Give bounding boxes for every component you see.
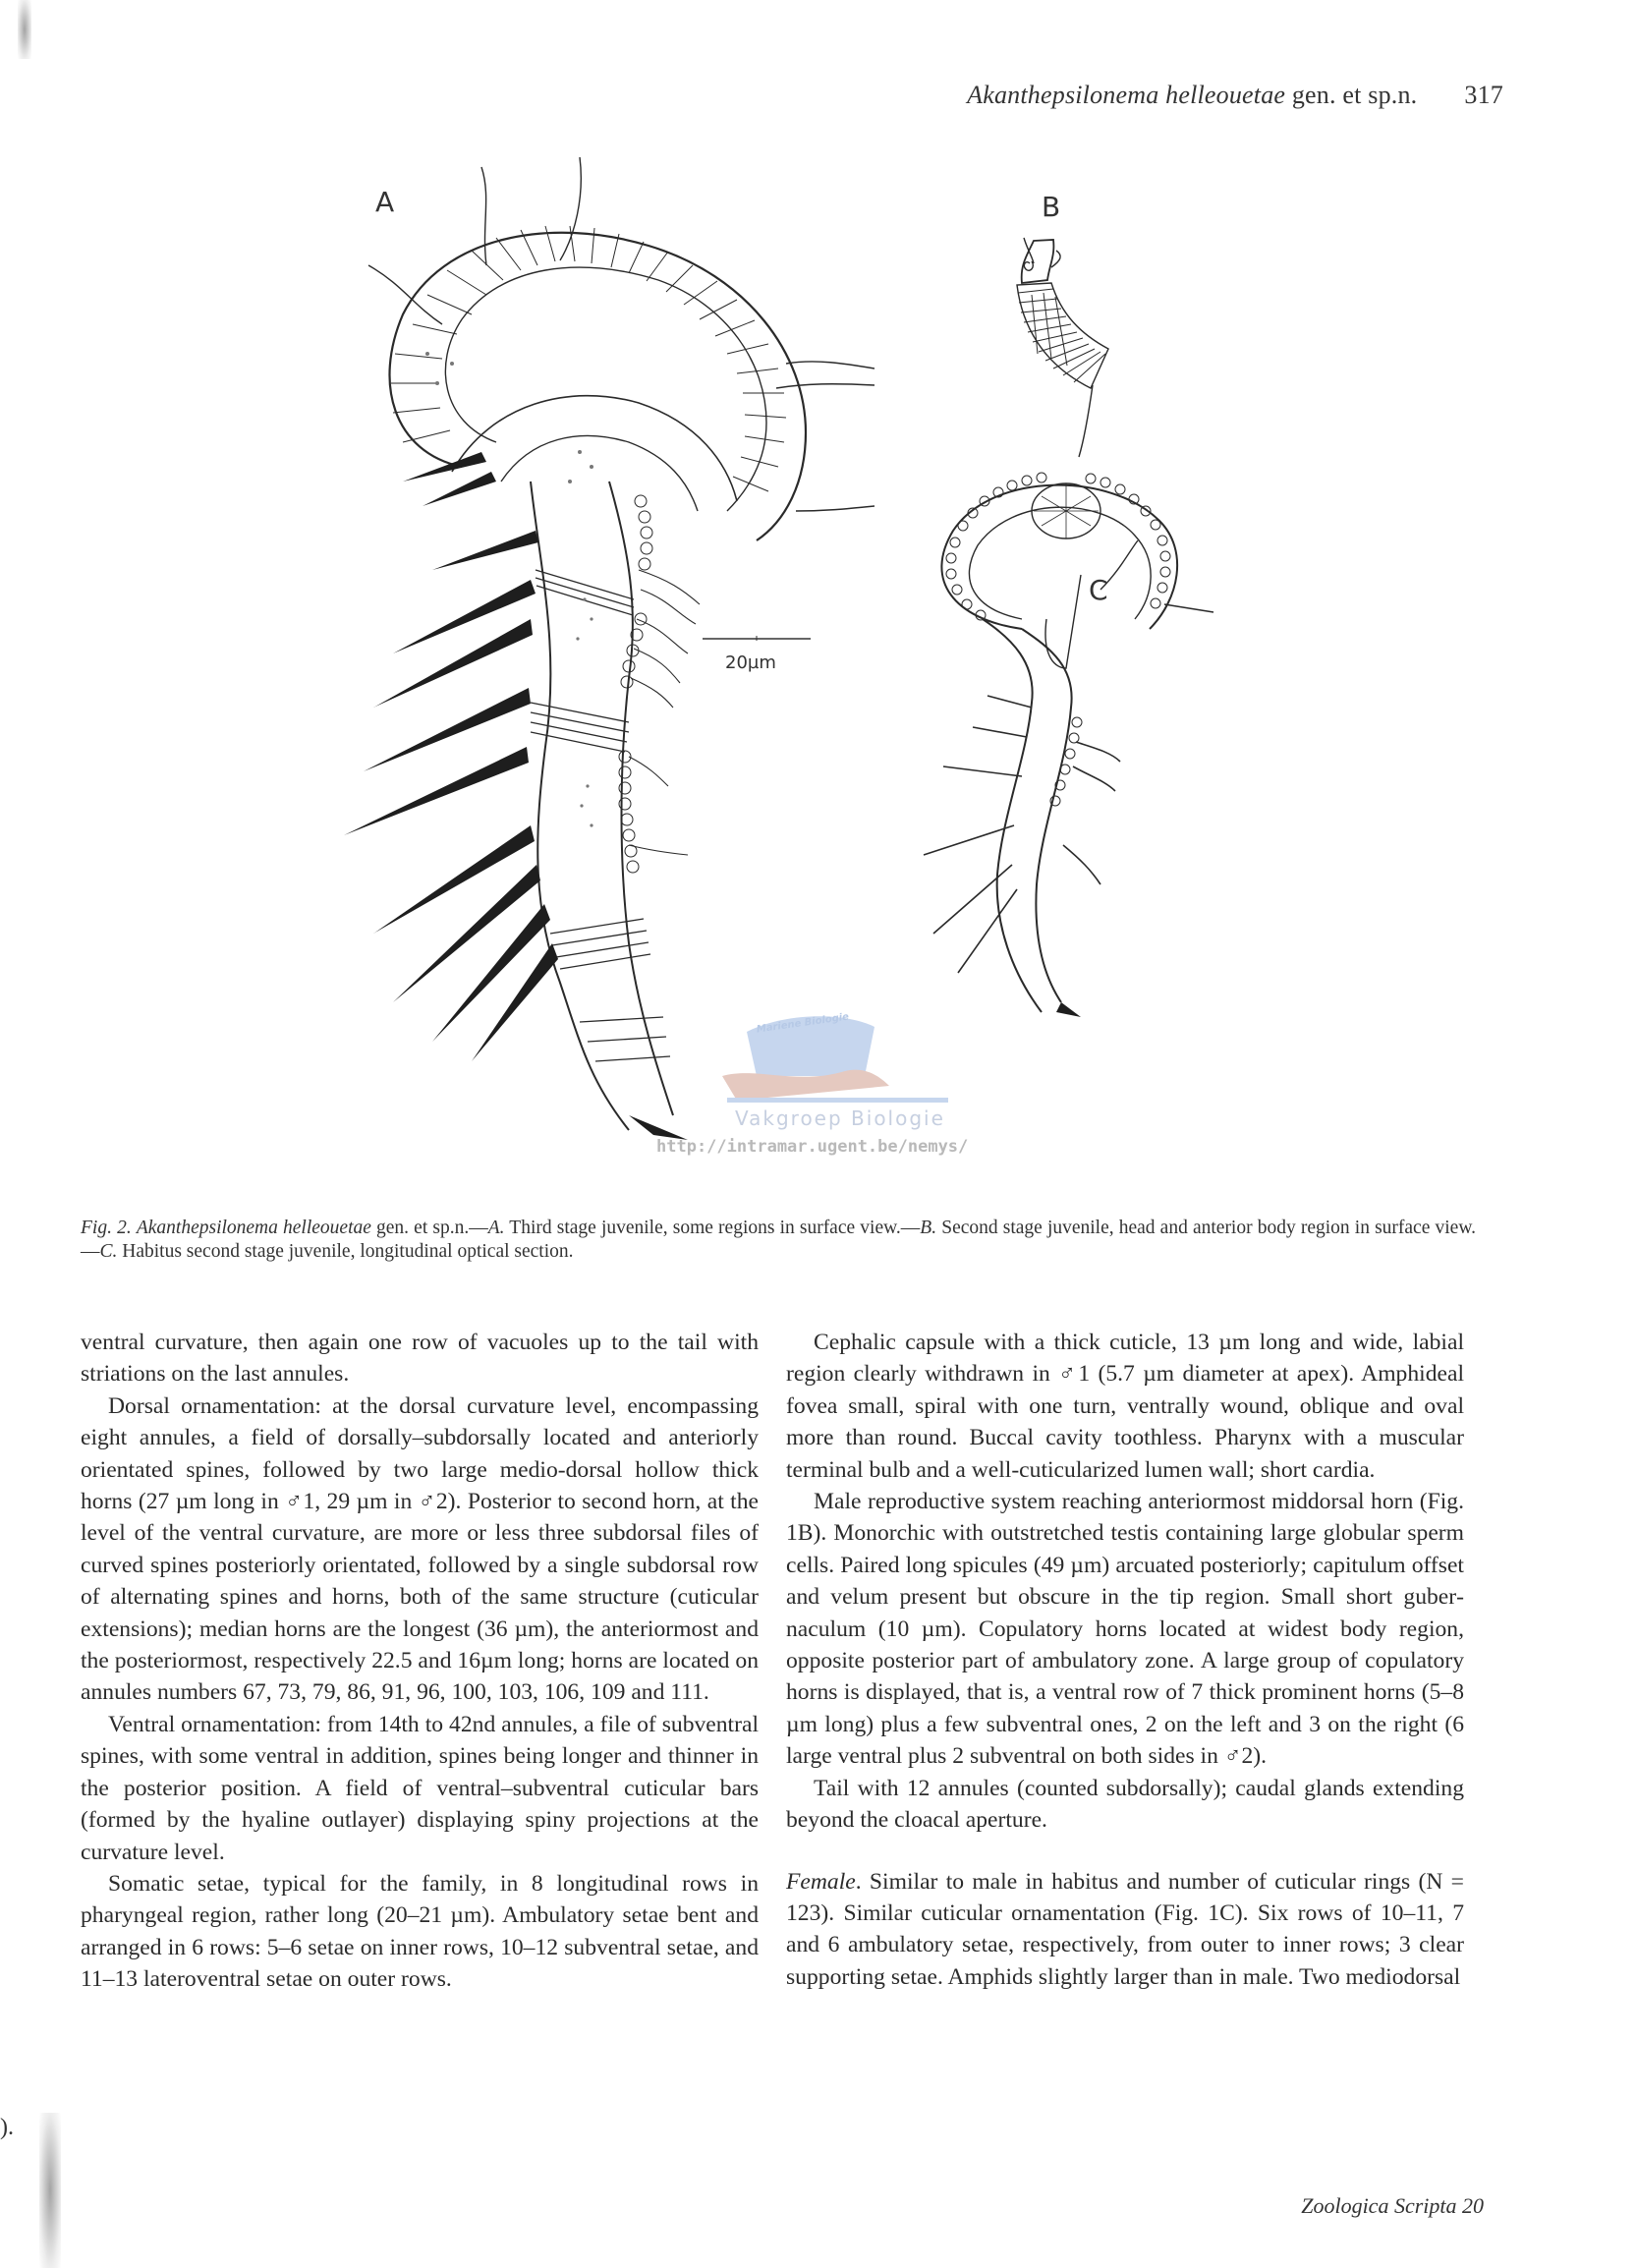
panel-a-cuticular-bands	[531, 570, 670, 1061]
paragraph-tail: Tail with 12 annules (counted subdorsally); caudal glands extending beyond the cloacal aperture.	[786, 1775, 1464, 1834]
panel-a-seta	[786, 362, 874, 369]
paragraph-somatic-setae: Somatic setae, typical for the family, in 8 longitudinal rows in pharyngeal region, rather long (20–21 µm). Ambulatory setae bent and arranged in 6 rows: 5–6 setae on inner rows, 10–12 subventral setae, and 11–13 lateroventral setae on outer rows.	[81, 1870, 759, 1993]
paragraph-ventral-ornamentation: Ventral ornamentation: from 14th to 42nd annules, a file of subventral spines, with some ventral in addition, spines being longer and thinner in the posterior position. A field of ventral–subventral cuticular bars (formed by the hyaline outlayer) displaying spiny projections at the curvature level.	[81, 1711, 759, 1865]
watermark-arc-text: Mariene Biologie	[756, 1011, 850, 1036]
scan-artifact-bottom-left	[39, 2113, 61, 2268]
paragraph-cephalic-capsule: Cephalic capsule with a thick cuticle, 13 µm long and wide, labial region clearly withdrawn in ♂1 (5.7 µm diameter at apex). Amphideal fovea small, spiral with one turn, ventrally wound, oblique and oval more than round. Buccal cavity toothless. Pharynx with a muscular terminal bulb and a well-cuticularized lumen wall; short cardia.	[786, 1330, 1464, 1483]
panel-c-tail-tip	[1056, 1002, 1081, 1017]
panel-c-body-inner	[969, 507, 1151, 619]
panel-b-drawing	[1017, 238, 1108, 457]
panel-a-seta	[796, 506, 874, 511]
paragraph-male-reproductive: Male reproductive system reaching anteriormost middorsal horn (Fig. 1B). Monorchic with outstretched testis containing large globular sperm cells. Paired long spicules (49 µm) arcuated posteriorly; capitulum offset and velum present but obscure in the tip region. Small short gubernaculum (10 µm). Copulatory horns located at widest body region, opposite posterior part of ambulatory zone. A large group of copulatory horns is displayed, that is, a ventral row of 7 thick prominent horns (5–8 µm long) plus a few subventral ones, 2 on the left and 3 on the right (6 large ventral plus 2 subventral on both sides in ♂2).	[786, 1489, 1464, 1770]
panel-a-seta	[481, 167, 486, 265]
running-title-species: Akanthepsilonema helleouetae	[967, 81, 1286, 109]
journal-footer: Zoologica Scripta 20	[1301, 2193, 1484, 2218]
margin-text-fragment: ).	[0, 2115, 14, 2140]
panel-c-setae	[924, 696, 1120, 973]
panel-a-beaded-margin	[619, 495, 652, 873]
panel-label-c: C	[1089, 574, 1108, 606]
watermark-logo-bar	[727, 1098, 948, 1103]
panel-a-seta	[368, 265, 442, 324]
scale-bar-label: 20µm	[725, 652, 776, 673]
caption-fig-label: Fig. 2.	[81, 1218, 132, 1238]
panel-b-amphid-icon	[1024, 261, 1033, 270]
paragraph-dorsal-ornamentation: Dorsal ornamentation: at the dorsal curvature level, encompassing eight annules, a field of dorsally–subdorsally located and anteriorly orientated spines, followed by two large medio-dorsal hollow thick horns (27 µm long in ♂1, 29 µm in ♂2). Posterior to second horn, at the level of the ventral curvature, are more or less three subdorsal files of curved spines posteriorly orientated, followed by a single subdorsal row of alternating spines and horns, both of the same structure (cuticular extensions); median horns are the longest (36 µm), the anteriormost and the posteriormost, respectively 22.5 and 16µm long; horns are located on annules numbers 67, 73, 79, 86, 91, 96, 100, 103, 106, 109 and 111.	[81, 1392, 759, 1706]
running-head	[776, 81, 1503, 120]
figure-drawing	[334, 157, 1277, 1214]
panel-a-horns	[344, 452, 558, 1061]
caption-part-c-text: Habitus second stage juvenile, longitudinal optical section.	[117, 1241, 574, 1262]
panel-b-annules	[1018, 289, 1105, 382]
panel-a-body-inner	[445, 267, 766, 511]
body-column-right	[786, 1327, 1464, 1993]
watermark	[656, 1011, 968, 1157]
panel-b-seta	[1079, 385, 1093, 457]
panel-c-body-dorsal	[1022, 629, 1072, 1002]
caption-part-a-text: Third stage juvenile, some regions in surface view.—	[504, 1218, 921, 1238]
scale-bar	[703, 636, 811, 673]
page-number: 317	[1464, 81, 1503, 109]
scan-artifact-top-left	[18, 0, 31, 59]
panel-a-body-ventral	[531, 482, 629, 1130]
panel-a-drawing	[344, 157, 874, 1140]
watermark-url: http://intramar.ugent.be/nemys/	[656, 1137, 969, 1157]
panel-c-body-ventral	[983, 619, 1042, 1012]
caption-species: Akanthepsilonema helleouetae	[136, 1218, 371, 1238]
panel-a-inner-coil	[452, 396, 737, 501]
caption-part-c-label: C.	[99, 1241, 118, 1262]
figure-2	[334, 157, 1277, 1214]
panel-a-seta	[560, 157, 581, 260]
female-text: . Similar to male in habitus and number of cuticular rings (N = 123). Similar cuticular ornamentation (Fig. 1C). Six rows of 10–11, 7 and 6 ambulatory setae, respectively, from outer to inner rows; 3 clear supporting setae. Amphids slightly larger than in male. Two mediodorsal	[786, 1868, 1464, 1990]
figure-caption	[81, 1217, 1476, 1264]
caption-part-a-label: A.	[487, 1218, 505, 1238]
caption-text: gen. et sp.n.—	[370, 1218, 488, 1238]
panel-c-seta	[1164, 604, 1213, 612]
panel-label-a: A	[375, 186, 395, 218]
watermark-group-text: Vakgroep Biologie	[735, 1106, 945, 1130]
panel-a-inner-coil-edge	[501, 435, 698, 511]
caption-part-b-text: Second stage juvenile, head and anterior body region in surface view.—	[81, 1218, 1477, 1262]
panel-a-annules	[391, 226, 786, 491]
body-column-left	[81, 1327, 759, 1996]
panel-label-b: B	[1042, 191, 1061, 223]
panel-a-ambulatory-setae	[629, 570, 700, 855]
paragraph-female	[786, 1866, 1464, 1994]
caption-part-b-label: B.	[920, 1218, 937, 1238]
panel-c-drawing	[924, 473, 1213, 1017]
panel-c-seta	[1045, 575, 1081, 668]
paragraph: ventral curvature, then again one row of vacuoles up to the tail with striations on the last annules.	[81, 1330, 759, 1388]
panel-c-bulb-rays	[1034, 483, 1099, 539]
running-title-suffix: gen. et sp.n.	[1285, 81, 1418, 109]
panel-a-seta	[776, 384, 874, 388]
panel-c-beaded-cuticle	[946, 473, 1170, 806]
female-label: Female	[786, 1868, 856, 1895]
